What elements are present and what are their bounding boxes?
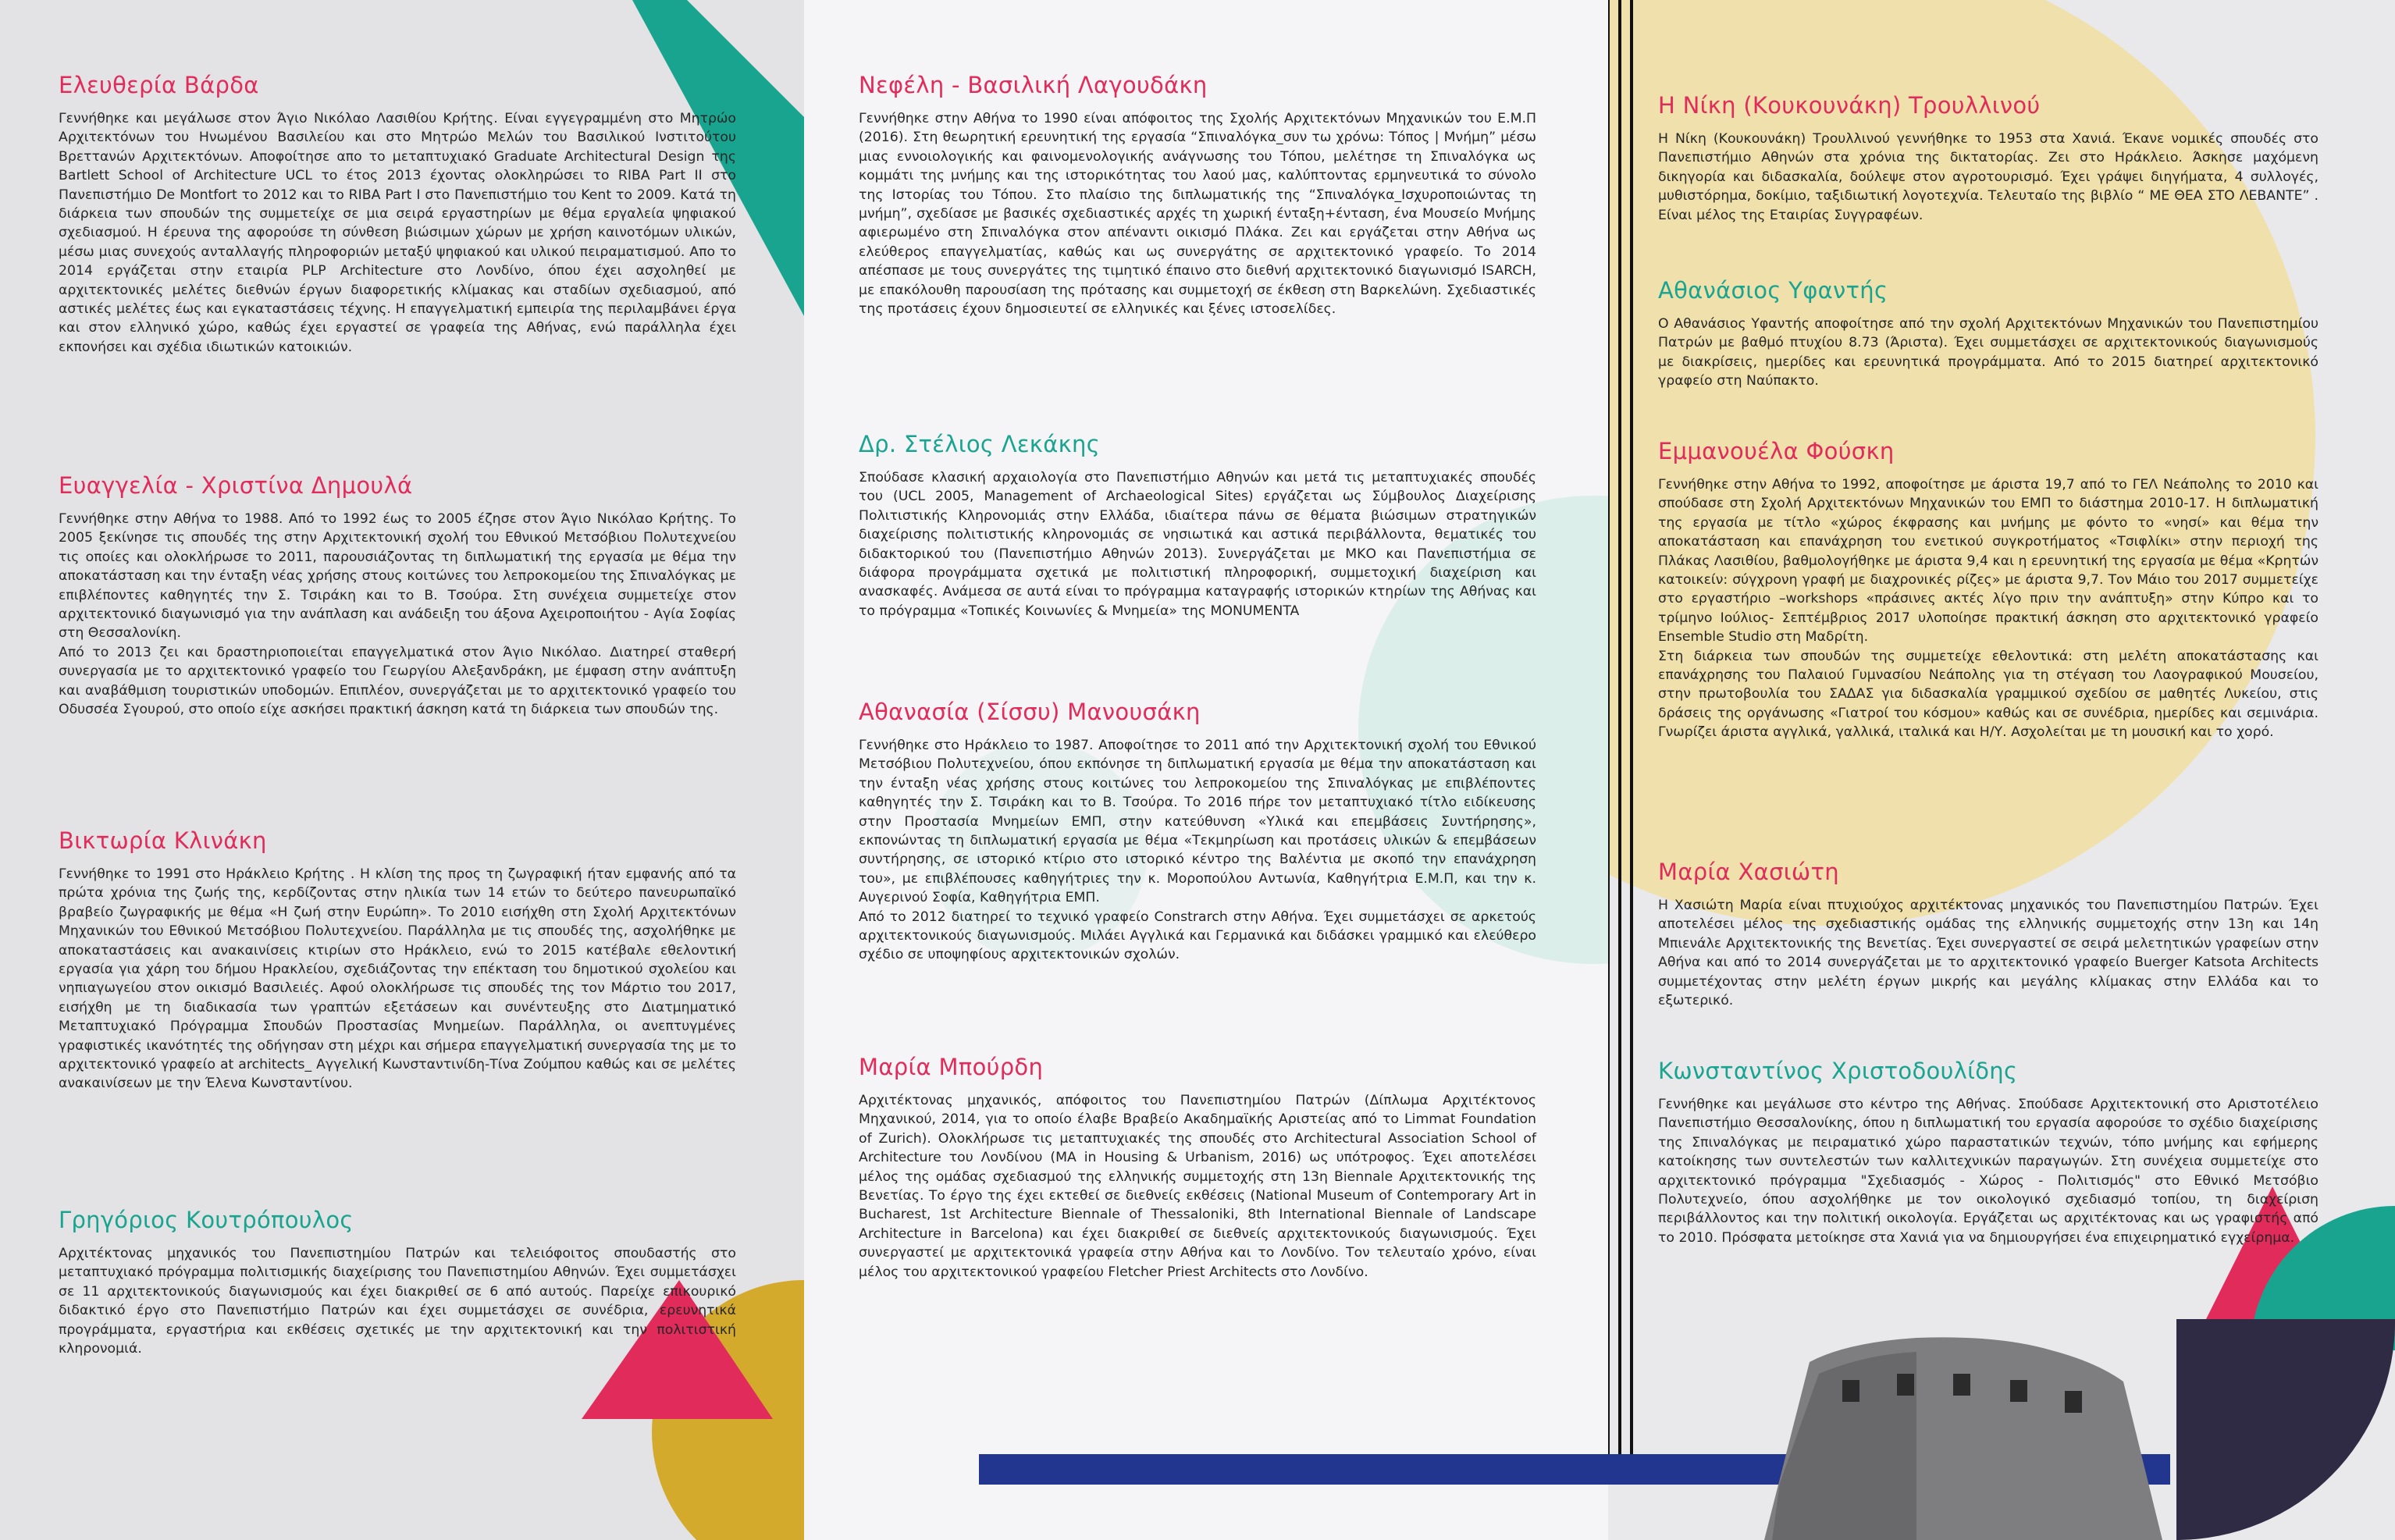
bio-name: Βικτωρία Κλινάκη — [59, 827, 267, 854]
bio-text: Γεννήθηκε και μεγάλωσε στον Άγιο Νικόλαο Λασιθίου Κρήτης. Είναι εγγεγραμμένη στο Μητρώο Αρχιτεκτόνων του Ηνωμένου Βασιλείου και στο Μητρώο Μελών του Βασιλικού Ινστιτούτου Βρεττανών Αρχιτεκτόνων. Αποφοίτησε απο το μεταπτυχιακό Graduate Architectural Design της Bartlett School of Architecture UCL το έτος 2013 έχοντας ολοκληρώσει το RIBA Part II στο Πανεπιστήμιο De Montfort το 2012 και το RIBA Part I στο Πανεπιστήμιο του Kent το 2009. Κατά τη διάρκεια των σπουδών της συμμετείχε σε μια σειρά εργαστηρίων με θέμα εργαλεία ψηφιακού σχεδιασμού. Η έρευνα της αφορούσε τη σύνθεση βιώσιμων χώρων με χρήση καινοτόμων υλικών, μέσω μιας συνεχούς ανταλλαγής πληροφοριών μεταξύ ψηφιακού και υλικού πειραματισμού. Απο το 2014 εργάζεται στην εταιρία PLP Architecture στο Λονδίνο, όπου έχει ασχοληθεί με αρχιτεκτονικές μελέτες διεθνών έργων διαφορετικής κλίμακας και σταδίων σχεδιασμού, από αστικές μελέτες έως και εγκαταστάσεις τέχνης. Η επαγγελματική εμπειρία της περιλαμβάνει έργα και στον ελληνικό χώρο, καθώς έχει εργαστεί σε γραφεία της Αθήνας, ενώ παράλληλα έχει εκπονήσει και σχέδια ιδιωτικών κατοικιών. — [59, 111, 736, 355]
bio-name: Μαρία Χασιώτη — [1658, 859, 1839, 885]
fortress-window — [2010, 1380, 2027, 1402]
bio-emmanouela-fouski — [1658, 438, 2318, 742]
fortress-window — [1842, 1380, 1859, 1402]
bio-name: Γρηγόριος Κουτρόπουλος — [59, 1207, 354, 1233]
bio-name: Ελευθερία Βάρδα — [59, 72, 259, 98]
right-page-decorations — [1608, 0, 2395, 1540]
vertical-rule-3 — [1630, 0, 1633, 1454]
right-page — [1608, 0, 2395, 1540]
bio-text: Γεννήθηκε και μεγάλωσε στο κέντρο της Αθήνας. Σπούδασε Αρχιτεκτονική στο Αριστοτέλειο Πανεπιστήμιο Θεσσαλονίκης, όπου η διπλωματική του εργασία αφορούσε το σχέδιο διαχείρισης της Σπιναλόγκας με πειραματικό χώρο παραστατικών τεχνών, τόπο μνήμης και εφήμερης κατοίκησης των συντελεστών των καλλιτεχνικών παραγωγών. Στη συνέχεια συμμετείχε στο αρχιτεκτονικό πρόγραμμα "Σχεδιασμός - Χώρος - Πολιτισμός" στο Εθνικό Μετσόβιο Πολυτεχνείο, όπου ασχολήθηκε με τον οικολογικό σχεδιασμό τοπίου, τη διαχείριση περιβάλλοντος και την πολιτική οικολογία. Εργάζεται ως αρχιτέκτονας και ως γραφιστής από το 2010. Πρόσφατα μετοίκησε στα Χανιά για να δημιουργήσει ένα επιχειρηματικό εγχείρημα. — [1658, 1097, 2318, 1246]
bio-niki-troullinou — [1658, 92, 2318, 225]
bio-text: Γεννήθηκε στο Ηράκλειο το 1987. Αποφοίτησε το 2011 από την Αρχιτεκτονική σχολή του Εθνικού Μετσόβιου Πολυτεχνείου, όπου εκπόνησε τη διπλωματική εργασία με θέμα την αποκατάσταση και την ένταξη νέας χρήσης στους κοιτώνες του λεπροκομείου της Σπιναλόγκας με επιβλέποντες καθηγητές την Σ. Τσιράκη και το Β. Τσούρα. Το 2016 πήρε τον μεταπτυχιακό τίτλο ειδίκευσης στην Προστασία Μνημείων ΕΜΠ, στην κατεύθυνση «Υλικά και επεμβάσεις Συντήρησης», εκπονώντας τη διπλωματική εργασία με θέμα «Τεκμηρίωση και προτάσεις υλικών & επεμβάσεων συντήρησης, σε ιστορικό κτίριο στο ιστορικό κέντρο της Βαλέντια με σκοπό την επανάχρηση του», με επιβλέπουσες καθηγήτριες την κ. Μοροπούλου Αντωνία, Καθηγήτρια Ε.Μ.Π, και την κ. Αυγερινού Σοφία, Καθηγήτρια ΕΜΠ. Από το 2012 διατηρεί το τεχνικό γραφείο Constrarch στην Αθήνα. Έχει συμμετάσχει σε αρκετούς αρχιτεκτονικούς διαγωνισμούς. Μιλάει Αγγλικά και Γερμανικά και διδάσκει γραμμικό και ελεύθερο σχέδιο σε υποψηφίους αρχιτεκτονικών σχολών. — [859, 738, 1536, 963]
bio-name: Νεφέλη - Βασιλική Λαγουδάκη — [859, 72, 1208, 98]
bio-athanasia-manousaki — [859, 699, 1536, 965]
bio-name: Μαρία Μπούρδη — [859, 1054, 1044, 1080]
bio-text: Γεννήθηκε στην Αθήνα το 1988. Από το 1992 έως το 2005 έζησε στον Άγιο Νικόλαο Κρήτης. Το 2005 ξεκίνησε τις σπουδές της στην Αρχιτεκτονική σχολή του Εθνικού Μετσόβιου Πολυτεχνείου τις οποίες και ολοκλήρωσε το 2011, παρουσιάζοντας τη διπλωματική της εργασία με θέμα την αποκατάσταση και την ένταξη νέας χρήσης στους κοιτώνες του λεπροκομείου της Σπιναλόγκας με επιβλέποντες καθηγητές την Σ. Τσιράκη και το Β. Τσούρα. Στη συνέχεια συμμετείχε στον αρχιτεκτονικό διαγωνισμό για την ανάπλαση και ανάδειξη του άξονα Αχειροποιήτου - Αγία Σοφίας στη Θεσσαλονίκη. Από το 2013 ζει και δραστηριοποιείται επαγγελματικά στον Άγιο Νικόλαο. Διατηρεί σταθερή συνεργασία με το αρχιτεκτονικό γραφείο του Γεωργίου Αλεξανδράκη, με έμφαση στην ανάπτυξη και αναβάθμιση τουριστικών υποδομών. Επιπλέον, συνεργάζεται με το αρχιτεκτονικό γραφείο του Οδυσσέα Σγουρού, στο οποίο είχε ασκήσει πρακτική άσκηση κατά τη διάρκεια των σπουδών της. — [59, 511, 736, 718]
bio-name: Αθανασία (Σίσσυ) Μανουσάκη — [859, 699, 1201, 725]
bio-text: Γεννήθηκε στην Αθήνα το 1992, αποφοίτησε με άριστα 19,7 από το ΓΕΛ Νεάπολης το 2010 και σπούδασε στη Σχολή Αρχιτεκτόνων Μηχανικών του ΕΜΠ το διάστημα 2010-17. Η διπλωματική της εργασία με τίτλο «χώρος έκφρασης και μνήμης με φόντο το «νησί» και θέμα την αποκατάσταση και επανάχρηση του ενετικού συγκροτήματος «Τσιφλίκι» στην περιοχή της Πλάκας Λασιθίου, βαθμολογήθηκε με άριστα 9,4 και η ερευνητική της εργασία με θέμα «Κρητών κατοικείν: σύγχρονη γραφή με διαχρονικές ρίζες» με άριστα 9,7. Τον Μάιο του 2017 συμμετείχε στο εργαστήριο –workshops «πράσινες ακτές λίγο πριν την ανάπτυξη» στην Κύπρο και το τρίμηνο Ιούλιος- Σεπτέμβριος 2017 υλοποίησε πρακτική άσκηση στο αρχιτεκτονικό γραφείο Ensemble Studio στη Μαδρίτη. Στη διάρκεια των σπουδών της συμμετείχε εθελοντικά: στη μελέτη αποκατάστασης και επανάχρησης του Παλαιού Γυμνασίου Νεάπολης για τη στέγαση του Λαογραφικού Μουσείου, στην πρωτοβουλία του ΣΑΔΑΣ για διδασκαλία γραμμικού σχεδίου σε μαθητές Λυκείου, στις δράσεις της οργάνωσης «Γιατροί του κόσμου» καθώς και σε συνέδρια, ημερίδες και σεμινάρια. Γνωρίζει άριστα αγγλικά, γαλλικά, ιταλικά και Η/Υ. Ασχολείται με τη μουσική και το χορό. — [1658, 477, 2318, 741]
bio-text: Αρχιτέκτονας μηχανικός, απόφοιτος του Πανεπιστημίου Πατρών (Δίπλωμα Αρχιτέκτονος Μηχανικού, 2014, για το οποίο έλαβε Βραβείο Ακαδημαϊκής Αριστείας από το Limmat Foundation of Zurich). Ολοκλήρωσε τις μεταπτυχιακές της σπουδές στο Architectural Association School of Architecture του Λονδίνου (MA in Housing & Urbanism, 2016) ως υπότροφος. Έχει αποτελέσει μέλος της ομάδας σχεδιασμού της ελληνικής συμμετοχής στη 13η Biennale Αρχιτεκτονικής της Βενετίας. Το έργο της έχει εκτεθεί σε διεθνείς εκθέσεις (National Museum of Contemporary Art in Bucharest, 1st Architecture Biennale of Thessaloniki, 8th International Biennale of Landscape Architecture in Barcelona) και έχει διακριθεί σε διεθνείς αρχιτεκτονικούς διαγωνισμούς. Έχει συνεργαστεί με αρχιτεκτονικά γραφεία στην Αθήνα και το Λονδίνο. Τον τελευταίο χρόνο, είναι μέλος του αρχιτεκτονικού γραφείου Fletcher Priest Architects στο Λονδίνο. — [859, 1093, 1536, 1280]
bio-maria-chasioti — [1658, 859, 2318, 1010]
bio-nefeli-lagoudaki — [859, 72, 1536, 318]
bio-maria-bourdi — [859, 1054, 1536, 1282]
bio-name: Κωνσταντίνος Χριστοδουλίδης — [1658, 1058, 2018, 1084]
bio-name: Εμμανουέλα Φούσκη — [1658, 438, 1895, 464]
bio-text: Η Χασιώτη Μαρία είναι πτυχιούχος αρχιτέκτονας μηχανικός του Πανεπιστημίου Πατρών. Έχει αποτελέσει μέλος της σχεδιαστικής ομάδας της ελληνικής συμμετοχής στην 13η και 14η Μπιενάλε Αρχιτεκτονικής της Βενετίας. Έχει συνεργαστεί σε σειρά μελετητικών γραφείων στην Αθήνα και από το 2014 συνεργάζεται με το αρχιτεκτονικό γραφείο Buerger Katsota Architects συμμετέχοντας στην μελέτη έργων μικρής και μεγάλης κλίμακας στην Ελλάδα και το εξωτερικό. — [1658, 898, 2318, 1009]
bio-text: Γεννήθηκε το 1991 στο Ηράκλειο Κρήτης . Η κλίση της προς τη ζωγραφική ήταν εμφανής από τα πρώτα χρόνια της ζωής της, κερδίζοντας στην ηλικία των 14 ετών το δεύτερο πανευρωπαϊκό βραβείο ζωγραφικής με θέμα «Η ζωή στην Ευρώπη». Το 2010 εισήχθη στη Σχολή Αρχιτεκτόνων Μηχανικών του Εθνικού Μετσόβιου Πολυτεχνείου. Παράλληλα με τις σπουδές της, ασχολήθηκε με αποκαταστάσεις και ανακαινίσεις κτιρίων στο Ηράκλειο, ενώ το 2015 κατέβαλε εθελοντική εργασία για χάρη του δήμου Ηρακλείου, σχεδιάζοντας την επέκταση του δημοτικού σχολείου και νηπιαγωγείου στον οικισμό Βασιλειές. Αφού ολοκλήρωσε τις σπουδές της τον Μάρτιο του 2017, εισήχθη με τη διαδικασία των γραπτών εξετάσεων και συνέντευξης στο Διατμηματικό Μεταπτυχιακό Πρόγραμμα Σπουδών Προστασίας Μνημείων. Παράλληλα, οι ανεπτυγμένες γραφιστικές ικανότητές της οδήγησαν στη μέχρι και σήμερα επαγγελματική συνεργασία της με το αρχιτεκτονικό γραφείο at architects_ Αγγελική Κωνσταντινίδη-Τίνα Ζούμπου καθώς και σε μελέτες ανακαινίσεων με την Έλενα Κωνσταντίνου. — [59, 866, 736, 1092]
bio-evangelia-dimoula — [59, 472, 736, 719]
navy-horizontal-bar — [979, 1454, 1608, 1485]
bio-name: Δρ. Στέλιος Λεκάκης — [859, 431, 1101, 457]
bio-viktoria-klinaki — [59, 827, 736, 1094]
bio-text: Γεννήθηκε στην Αθήνα το 1990 είναι απόφοιτος της Σχολής Αρχιτεκτόνων Μηχανικών του Ε.Μ.Π (2016). Στη θεωρητική ερευνητική της εργασία “Σπιναλόγκα_συν τω χρόνω: Τόπος | Μνήμη” μέσω μιας εννοιολογικής και φαινομενολογικής ανάγνωσης του Τόπου, μελέτησε τη Σπιναλόγκα ως κομμάτι της μνήμης και της ιστορικότητας του λαού μας, καλύπτοντας ερμηνευτικά το σύνολο της Ιστορίας του Τόπου. Στο πλαίσιο της διπλωματικής της “Σπιναλόγκα_Ισχυροποιώντας τη μνήμη”, σχεδίασε με βασικές σχεδιαστικές αρχές τη χωρική ένταξη+ένταση, ένα Μουσείο Μνήμης αφιερωμένο στη Σπιναλόγκα στον απέναντι οικισμό Πλάκα. Ζει και εργάζεται στην Αθήνα ως ελεύθερος επαγγελματίας, καθώς και ως συνεργάτης σε αρχιτεκτονικό γραφείο. Το 2014 απέσπασε με τους συνεργάτες της τιμητικό έπαινο στο διεθνή αρχιτεκτονικό διαγωνισμό ISARCH, με επακόλουθη παρουσίαση της πρότασης και συμμετοχή σε έκθεση στη Βαρκελώνη. Σχεδιαστικές της προτάσεις έχουν δημοσιευτεί σε ελληνικές και ξένες ιστοσελίδες. — [859, 111, 1536, 318]
fortress-window — [1897, 1374, 1914, 1396]
bio-grigorios-koutropoulos — [59, 1207, 736, 1358]
bio-name: Ευαγγελία - Χριστίνα Δημουλά — [59, 472, 413, 499]
bio-text: Σπούδασε κλασική αρχαιολογία στο Πανεπιστήμιο Αθηνών και μετά τις μεταπτυχιακές σπουδές του (UCL 2005, Management of Archaeological Sites) εργάζεται ως Σύμβουλος Διαχείρισης Πολιτιστικής Κληρονομιάς στην Ελλάδα, ιδιαίτερα πάνω σε θέματα βιώσιμων στρατηγικών διαχείρισης πολιτιστικής κληρονομιάς σε νησιωτικά και αστικά περιβάλλοντα, θεματικές του διδακτορικού του (Πανεπιστήμιο Αθηνών 2013). Συνεργάζεται με ΜΚΟ και Πανεπιστήμια σε διάφορα προγράμματα σχετικά με πολιτιστική πληροφορική, συμμετοχική διαχείριση και ανασκαφές. Ανάμεσα σε αυτά είναι το πρόγραμμα καταγραφής ιστορικών κτηρίων της Αθήνας και το πρόγραμμα «Τοπικές Κοινωνίες & Μνημεία» της MONUMENTA — [859, 470, 1536, 619]
bio-text: Ο Αθανάσιος Υφαντής αποφοίτησε από την σχολή Αρχιτεκτόνων Μηχανικών του Πανεπιστημίου Πατρών με βαθμό πτυχίου 8.73 (Άριστα). Έχει συμμετάσχει σε αρχιτεκτονικούς διαγωνισμούς με διακρίσεις, ημερίδες και ερευνητικά προγράμματα. Από το 2015 διατηρεί αρχιτεκτονικό γραφείο στη Ναύπακτο. — [1658, 316, 2318, 389]
bio-name: Αθανάσιος Υφαντής — [1658, 277, 1888, 304]
vertical-rule-1 — [1608, 0, 1610, 1454]
bio-stelios-lekakis — [859, 431, 1536, 621]
bio-name: Η Νίκη (Κουκουνάκη) Τρουλλινού — [1658, 92, 2041, 119]
vertical-rule-2 — [1618, 0, 1621, 1454]
fortress-window — [2065, 1391, 2082, 1413]
bio-text: Αρχιτέκτονας μηχανικός του Πανεπιστημίου Πατρών και τελειόφοιτος σπουδαστής στο μεταπτυχιακό πρόγραμμα πολιτισμικής διαχείρισης του Πανεπιστημίου Αθηνών. Έχει συμμετάσχει σε 11 αρχιτεκτονικούς διαγωνισμούς και έχει διακριθεί σε 6 από αυτούς. Παρείχε επικουρικό διδακτικό έργο στο Πανεπιστήμιο Πατρών και έχει συμμετάσχει σε συνέδρια, ερευνητικά προγράμματα, εργαστήρια και εκθέσεις σχετικές με την αρχιτεκτονική και την πολιτιστική κληρονομιά. — [59, 1246, 736, 1357]
fortress-window — [1953, 1374, 1970, 1396]
bio-konstantinos-christodoulidis — [1658, 1058, 2318, 1247]
bio-eleftheria-varda — [59, 72, 736, 357]
bio-text: Η Νίκη (Κουκουνάκη) Τρουλλινού γεννήθηκε το 1953 στα Χανιά. Έκανε νομικές σπουδές στο Πανεπιστήμιο Αθηνών στα χρόνια της δικτατορίας. Ζει στο Ηράκλειο. Άσκησε μαχόμενη δικηγορία και διδασκαλία, δούλεψε στον αγροτουρισμό. Έχει γράψει διηγήματα, 4 συλλογές, μυθιστόρημα, δοκίμιο, ταξιδιωτική λογοτεχνία. Τελευταίο της βιβλίο “ ΜΕ ΘΕΑ ΣΤΟ ΛΕΒΑΝΤΕ” . Είναι μέλος της Εταιρίας Συγγραφέων. — [1658, 131, 2318, 223]
bio-athanasios-yfantis — [1658, 277, 2318, 391]
